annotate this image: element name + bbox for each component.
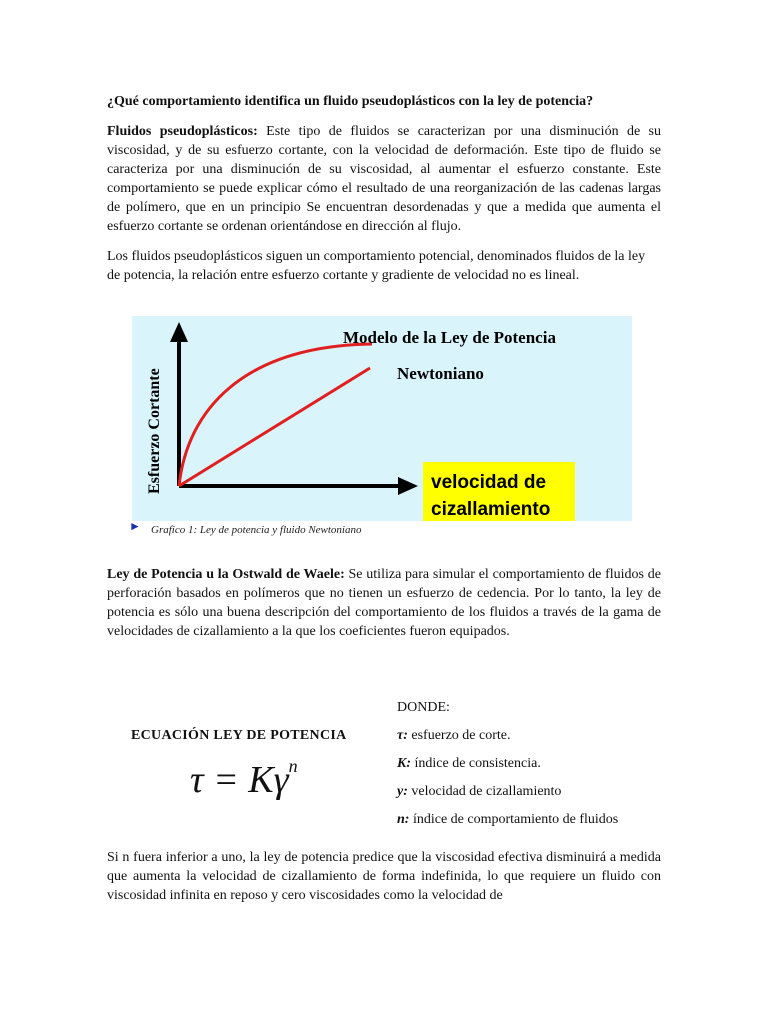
paragraph-text: Este tipo de fluidos se caracterizan por una disminución de su viscosidad, y de su esfuerzo cortante, con la velocidad de deformación. Este tipo de fluido se caracteriza por una disminución de su viscosidad, al aumentar el esfuerzo constante. Este comportamiento se puede explicar cómo el resultado de una reorganización de las cadenas largas de polímero, que en un principio Se encuentran desordenadas y que a medida que aumenta el esfuerzo cortante se ordenan orientándose en dirección al flujo.: [107, 124, 661, 234]
where-symbol: y:: [397, 784, 408, 799]
where-symbol: K:: [397, 756, 411, 771]
formula-exponent: n: [288, 756, 298, 776]
where-item-n: [397, 812, 618, 828]
figure-caption: Grafico 1: Ley de potencia y fluido Newtoniano: [151, 524, 362, 536]
formula-base: τ = Kγ: [190, 759, 289, 801]
newtonian-label: Newtoniano: [397, 364, 484, 383]
where-item-y: [397, 784, 561, 800]
where-description: esfuerzo de corte.: [407, 728, 511, 743]
paragraph-power-law-intro: Los fluidos pseudoplásticos siguen un comportamiento potencial, denominados fluidos de la ley de potencia, la relación entre esfuerzo cortante y gradiente de velocidad no es lineal.: [107, 249, 646, 283]
x-axis-label-line2: cizallamiento: [431, 499, 551, 520]
curve-label: Modelo de la Ley de Potencia: [343, 328, 556, 347]
x-axis-label-line1: velocidad de: [431, 472, 547, 493]
where-symbol: τ:: [397, 728, 408, 743]
where-description: velocidad de cizallamiento: [407, 784, 562, 799]
where-description: índice de comportamiento de fluidos: [409, 812, 619, 827]
where-item-k: [397, 756, 541, 772]
power-law-diagram: [132, 316, 632, 521]
where-item-tau: [397, 728, 511, 744]
where-heading: DONDE:: [397, 700, 450, 715]
power-law-figure: [132, 316, 632, 521]
paragraph-pseudoplastic: [107, 122, 661, 236]
where-description: índice de consistencia.: [411, 756, 541, 771]
question-heading: ¿Qué comportamiento identifica un fluido pseudoplásticos con la ley de potencia?: [107, 94, 594, 109]
paragraph-lead: Fluidos pseudoplásticos:: [107, 124, 258, 139]
paragraph-lead: Ley de Potencia u la Ostwald de Waele:: [107, 567, 345, 582]
where-symbol: n:: [397, 812, 410, 827]
paragraph-text: Se utiliza para simular el comportamiento de fluidos de perforación basados en polímeros que no tienen un esfuerzo de cedencia. Por lo tanto, la ley de potencia es sólo una buena descripción del comportamiento de los fluidos a través de la gama de velocidades de cizallamiento a la que los coeficientes fueron equipados.: [107, 567, 661, 639]
power-law-formula: [190, 756, 298, 802]
paragraph-ostwald: [107, 565, 661, 641]
paragraph-n-less-than-one: Si n fuera inferior a uno, la ley de potencia predice que la viscosidad efectiva disminuirá a medida que aumenta la velocidad de cizallamiento de forma indefinida, lo que requiere un fluido con viscosidad infinita en reposo y cero viscosidades como la velocidad de: [107, 850, 661, 903]
y-axis-label: Esfuerzo Cortante: [146, 368, 163, 494]
caption-bullet-icon: ►: [129, 519, 141, 533]
equation-title: ECUACIÓN LEY DE POTENCIA: [131, 728, 347, 743]
